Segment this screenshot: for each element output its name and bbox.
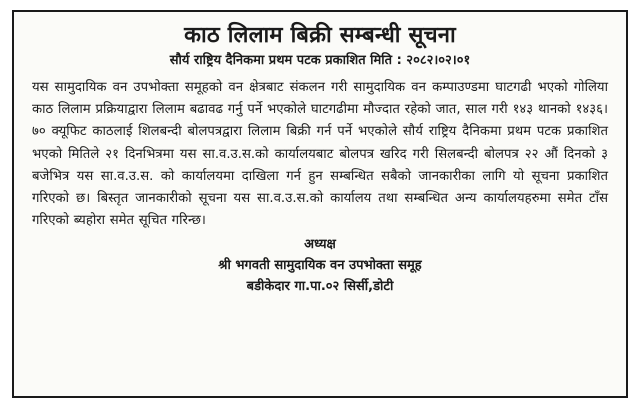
signature-block: [32, 234, 608, 297]
notice-title: काठ लिलाम बिक्री सम्बन्धी सूचना: [184, 23, 456, 48]
signatory-role: अध्यक्ष: [304, 237, 336, 253]
publication-date-line: सौर्य राष्ट्रिय दैनिकमा प्रथम पटक प्रकाशित मिति : २०८२।०२।०१: [169, 53, 471, 68]
signatory-address: बडीकेदार गा.पा.०२ सिर्सी,डोटी: [246, 279, 394, 295]
signatory-organization: श्री भगवती सामुदायिक वन उपभोक्ता समूह: [218, 258, 422, 274]
notice-body: यस सामुदायिक वन उपभोक्ता समूहको वन क्षेत्रबाट संकलन गरी सामुदायिक वन कम्पाउण्डमा घाटगढी भएको गोलिया काठ लिलाम प्रक्रियाद्वारा लिलाम बढावढ गर्नु पर्ने भएकोले घाटगढीमा मौज्दात रहेको जात, साल गरी १४३ थानको १४३६।७० क्यूफिट काठलाई शिलबन्दी बोलपत्रद्वारा लिलाम बिक्री गर्न पर्ने भएकोले सौर्य राष्ट्रिय दैनिकमा प्रथम पटक प्रकाशित भएको मितिले २१ दिनभित्रमा यस सा.व.उ.स.को कार्यालयबाट बोलपत्र खरिद गरी सिलबन्दी बोलपत्र २२ औं दिनको ३ बजेभित्र यस सा.व.उ.स. को कार्यालयमा दाखिला गर्न हुन सम्बन्धित सबैको जानकारीका लागि यो सूचना प्रकाशित गरिएको छ। बिस्तृत जानकारीको सूचना यस सा.व.उ.स.को कार्यालय तथा सम्बन्धित अन्य कार्यालयहरुमा समेत टाँस गरिएको ब्यहोरा समेत सूचित गरिन्छ।: [32, 80, 608, 229]
notice-box: [12, 10, 628, 398]
